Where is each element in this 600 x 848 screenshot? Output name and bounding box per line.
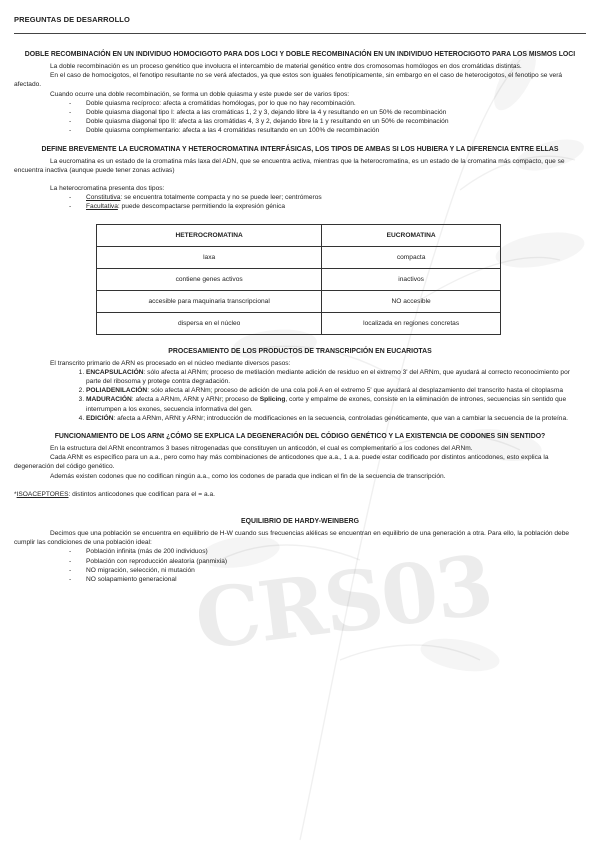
table-cell: localizada en regiones concretas: [322, 312, 501, 334]
section-chromatin: [14, 145, 586, 335]
table-row: [97, 268, 501, 290]
table-header-row: [97, 224, 501, 246]
list-item: - Población infinita (más de 200 individuos): [86, 547, 586, 556]
table-cell: accesible para maquinaria transcripcional: [97, 290, 322, 312]
list-item: - Población con reproducción aleatoria (panmixia): [86, 557, 586, 566]
header-divider: [14, 33, 586, 34]
term-text: : sólo afecta al ARNm; proceso de metilación mediante adición de residuo en el extremo 3' del ARNm, que ayudará al correcto reconocimiento por parte del ribosoma y protege contra degradación.: [86, 368, 570, 386]
list-item: [86, 414, 586, 423]
term: ENCAPSULACIÓN: [86, 368, 144, 376]
section-title: DOBLE RECOMBINACIÓN EN UN INDIVIDUO HOMOCIGOTO PARA DOS LOCI Y DOBLE RECOMBINACIÓN EN UN INDIVIDUO HETEROCIGOTO PARA LOS MISMOS LOCI: [24, 51, 576, 58]
term-text: : se encuentra totalmente compacta y no se puede leer; centrómeros: [120, 194, 322, 202]
table-cell: dispersa en el núcleo: [97, 312, 322, 334]
bullet-list: [14, 547, 586, 584]
table-cell: inactivos: [322, 268, 501, 290]
term: Constitutiva: [86, 194, 121, 202]
term: Facultativa: [86, 203, 118, 211]
term-text: : afecta a ARNm, ARNt y ARNr; introducción de modificaciones en la secuencia, controladas genéticamente, que van a cambiar la secuencia de la proteína.: [113, 414, 568, 422]
chromatin-table: [96, 224, 501, 335]
document-body: [14, 50, 586, 584]
list-item: [86, 202, 586, 211]
numbered-list: [14, 368, 586, 423]
table-row: [97, 290, 501, 312]
term-text: : sólo afecta al ARNm; proceso de adición de una cola poli A en el extremo 5' que ayudará al desplazamiento del transcrito hasta el citoplasma: [147, 387, 563, 395]
paragraph: La eucromatina es un estado de la cromatina más laxa del ADN, que se encuentra activa, mientras que la heterocromatina, es un estado de la cromatina más compacto, que se encuentra inactiva (aunque puede tener zonas activas): [14, 157, 565, 174]
term: EDICIÓN: [86, 414, 114, 422]
section-trna: [14, 432, 586, 499]
term-text: : distintos anticodones que codifican para el = a.a.: [68, 490, 215, 498]
list-item: - Doble quiasma diagonal tipo I: afecta a las cromáticas 1, 2 y 3, dejando libre la 4 y resultando en un 50% de recombinación: [86, 108, 586, 117]
table-cell: laxa: [97, 246, 322, 268]
paragraph: En la estructura del ARNt encontramos 3 bases nitrogenadas que constituyen un anticodón, el cual es complementario a los codones del ARNm.: [50, 445, 473, 453]
term-text: : puede descompactarse permitiendo la expresión génica: [117, 203, 286, 211]
watermark-text: CRS03: [190, 537, 497, 669]
term: MADURACIÓN: [86, 396, 132, 404]
table-cell: NO accesible: [322, 290, 501, 312]
term: Splicing: [259, 396, 286, 404]
term-text: : afecta a ARNm, ARNt y ARNr; proceso de: [131, 396, 260, 404]
bullet-list: [14, 99, 586, 136]
table-row: [97, 312, 501, 334]
paragraph: La heterocromatina presenta dos tipos:: [50, 185, 165, 193]
paragraph: Cuando ocurre una doble recombinación, se forma un doble quiasma y este puede ser de varios tipos:: [50, 90, 350, 98]
list-item: [86, 386, 586, 395]
page-header: PREGUNTAS DE DESARROLLO: [14, 15, 130, 24]
table-row: [97, 246, 501, 268]
table-cell: compacta: [322, 246, 501, 268]
list-item: - Doble quiasma diagonal tipo II: afecta a las cromátidas 4, 3 y 2, dejando libre la 1 y resultando en un 50% de recombinación: [86, 117, 586, 126]
paragraph: Decimos que una población se encuentra en equilibrio de H-W cuando sus frecuencias alélicas se encuentran en equilibrio de una generación a otra. Para ello, la población debe cumplir las condiciones de una población ideal:: [14, 530, 570, 547]
paragraph: El transcrito primario de ARN es procesado en el núcleo mediante diversos pasos:: [50, 359, 291, 367]
section-transcription-processing: [14, 347, 586, 423]
section-title: DEFINE BREVEMENTE LA EUCROMATINA Y HETEROCROMATINA INTERFÁSICAS, LOS TIPOS DE AMBAS SI LOS HUBIERA Y LA DIFERENCIA ENTRE ELLAS: [41, 145, 559, 153]
bullet-list: [14, 193, 586, 211]
table-cell: contiene genes activos: [97, 268, 322, 290]
section-title: FUNCIONAMIENTO DE LOS ARNt ¿CÓMO SE EXPLICA LA DEGENERACIÓN DEL CÓDIGO GENÉTICO Y LA EXISTENCIA DE CODONES SIN SENTIDO?: [54, 433, 546, 441]
list-item: - Doble quiasma recíproco: afecta a cromátidas homólogas, por lo que no hay recombinación.: [86, 99, 586, 108]
section-hardy-weinberg: [14, 517, 586, 584]
section-double-recombination: [14, 50, 586, 136]
list-item: [86, 395, 586, 413]
list-item: - Doble quiasma complementario: afecta a las 4 cromátidas resultando en un 100% de recombinación: [86, 126, 586, 135]
paragraph: La doble recombinación es un proceso genético que involucra el intercambio de material genético entre dos cromosomas homólogos en dos cromátidas distintas.: [50, 63, 522, 70]
footnote-mark: *: [14, 490, 17, 498]
section-title: PROCESAMIENTO DE LOS PRODUCTOS DE TRANSCRIPCIÓN EN EUCARIOTAS: [168, 347, 432, 355]
list-item: [86, 368, 586, 386]
list-item: - NO solapamiento generacional: [86, 575, 586, 584]
term-text: , corte y empalme de exones, consiste en la eliminación de intrones, secuencias sin sentido que interrumpen a los exones, secuencia informativa del gen.: [86, 396, 567, 413]
list-item: - NO migración, selección, ni mutación: [86, 566, 586, 575]
column-header: HETEROCROMATINA: [97, 224, 322, 246]
paragraph: En el caso de homocigotos, el fenotipo resultante no se verá afectados, ya que estos son iguales fenotípicamente, sin embargo en el caso de heterocigotos, el fenotipo se verá afectado.: [14, 72, 563, 89]
term: ISOACEPTORES: [16, 490, 69, 498]
list-item: [86, 193, 586, 202]
section-title: EQUILIBRIO DE HARDY-WEINBERG: [241, 518, 359, 526]
term: POLIADENILACIÓN: [86, 387, 148, 395]
column-header: EUCROMATINA: [322, 224, 501, 246]
paragraph: Cada ARNt es específico para un a.a., pero como hay más combinaciones de anticodones que a.a., 1 a.a. puede estar codificado por distintos anticodones, esto explica la degeneración del código genético.: [14, 454, 549, 471]
paragraph: Además existen codones que no codifican ningún a.a., como los codones de parada que indican el fin de la secuencia de transcripción.: [50, 472, 446, 480]
footnote: [14, 490, 586, 499]
